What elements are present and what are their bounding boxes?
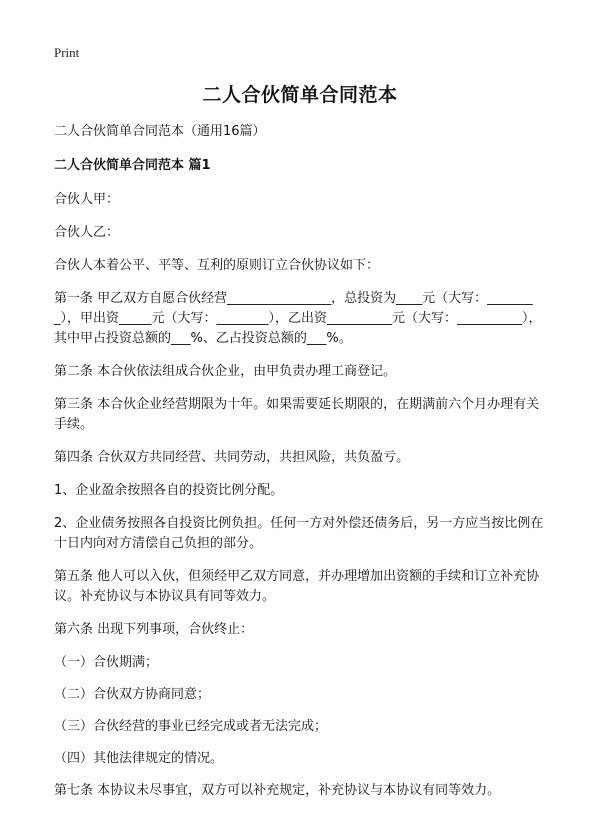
article-6-item-1: （一）合伙期满；: [54, 655, 159, 670]
article-7-paragraph: 第七条 本协议未尽事宜，双方可以补充规定，补充协议与本协议有同等效力。: [54, 783, 501, 798]
party-a-line: 合伙人甲：: [54, 192, 120, 207]
article-6-paragraph: 第六条 出现下列事项，合伙终止：: [54, 622, 254, 637]
article-6-item-4: （四）其他法律规定的情况。: [54, 751, 224, 766]
print-link[interactable]: Print: [54, 45, 80, 60]
article-4-item-2: 2、企业债务按照各自投资比例负担。任何一方对外偿还债务后，另一方应当按比例在十日内向对方清偿自己负担的部分。: [54, 516, 544, 551]
article-4-paragraph: 第四条 合伙双方共同经营、共同劳动，共担风险，共负盈亏。: [54, 450, 410, 465]
article-3-paragraph: 第三条 本合伙企业经营期限为十年。如果需要延长期限的，在期满前六个月办理有关手续。: [54, 397, 540, 432]
article-6-item-3: （三）合伙经营的事业已经完成或者无法完成；: [54, 719, 328, 734]
preamble-paragraph: 合伙人本着公平、平等、互利的原则订立合伙协议如下：: [54, 258, 380, 273]
document-body: [54, 122, 548, 814]
article-4-item-1: 1、企业盈余按照各自的投资比例分配。: [54, 483, 284, 498]
article-2-paragraph: 第二条 本合伙依法组成合伙企业，由甲负责办理工商登记。: [54, 364, 397, 379]
party-b-line: 合伙人乙：: [54, 225, 120, 240]
section-heading: 二人合伙简单合同范本 篇1: [54, 158, 211, 173]
article-6-item-2: （二）合伙双方协商同意；: [54, 687, 211, 702]
document-title: 二人合伙简单合同范本: [202, 84, 398, 106]
article-1-paragraph: 第一条 甲乙双方自愿合伙经营________________，总投资为____元（大写：________），甲出资_____元（大写：________），乙出资__________元（大写：__________），其中甲占投资总额的___%、乙占投资总额的___%。: [54, 291, 542, 346]
article-5-paragraph: 第五条 他人可以入伙，但须经甲乙双方同意，并办理增加出资额的手续和订立补充协议。补充协议与本协议具有同等效力。: [54, 569, 540, 604]
document-subtitle: 二人合伙简单合同范本（通用16篇）: [54, 124, 266, 139]
